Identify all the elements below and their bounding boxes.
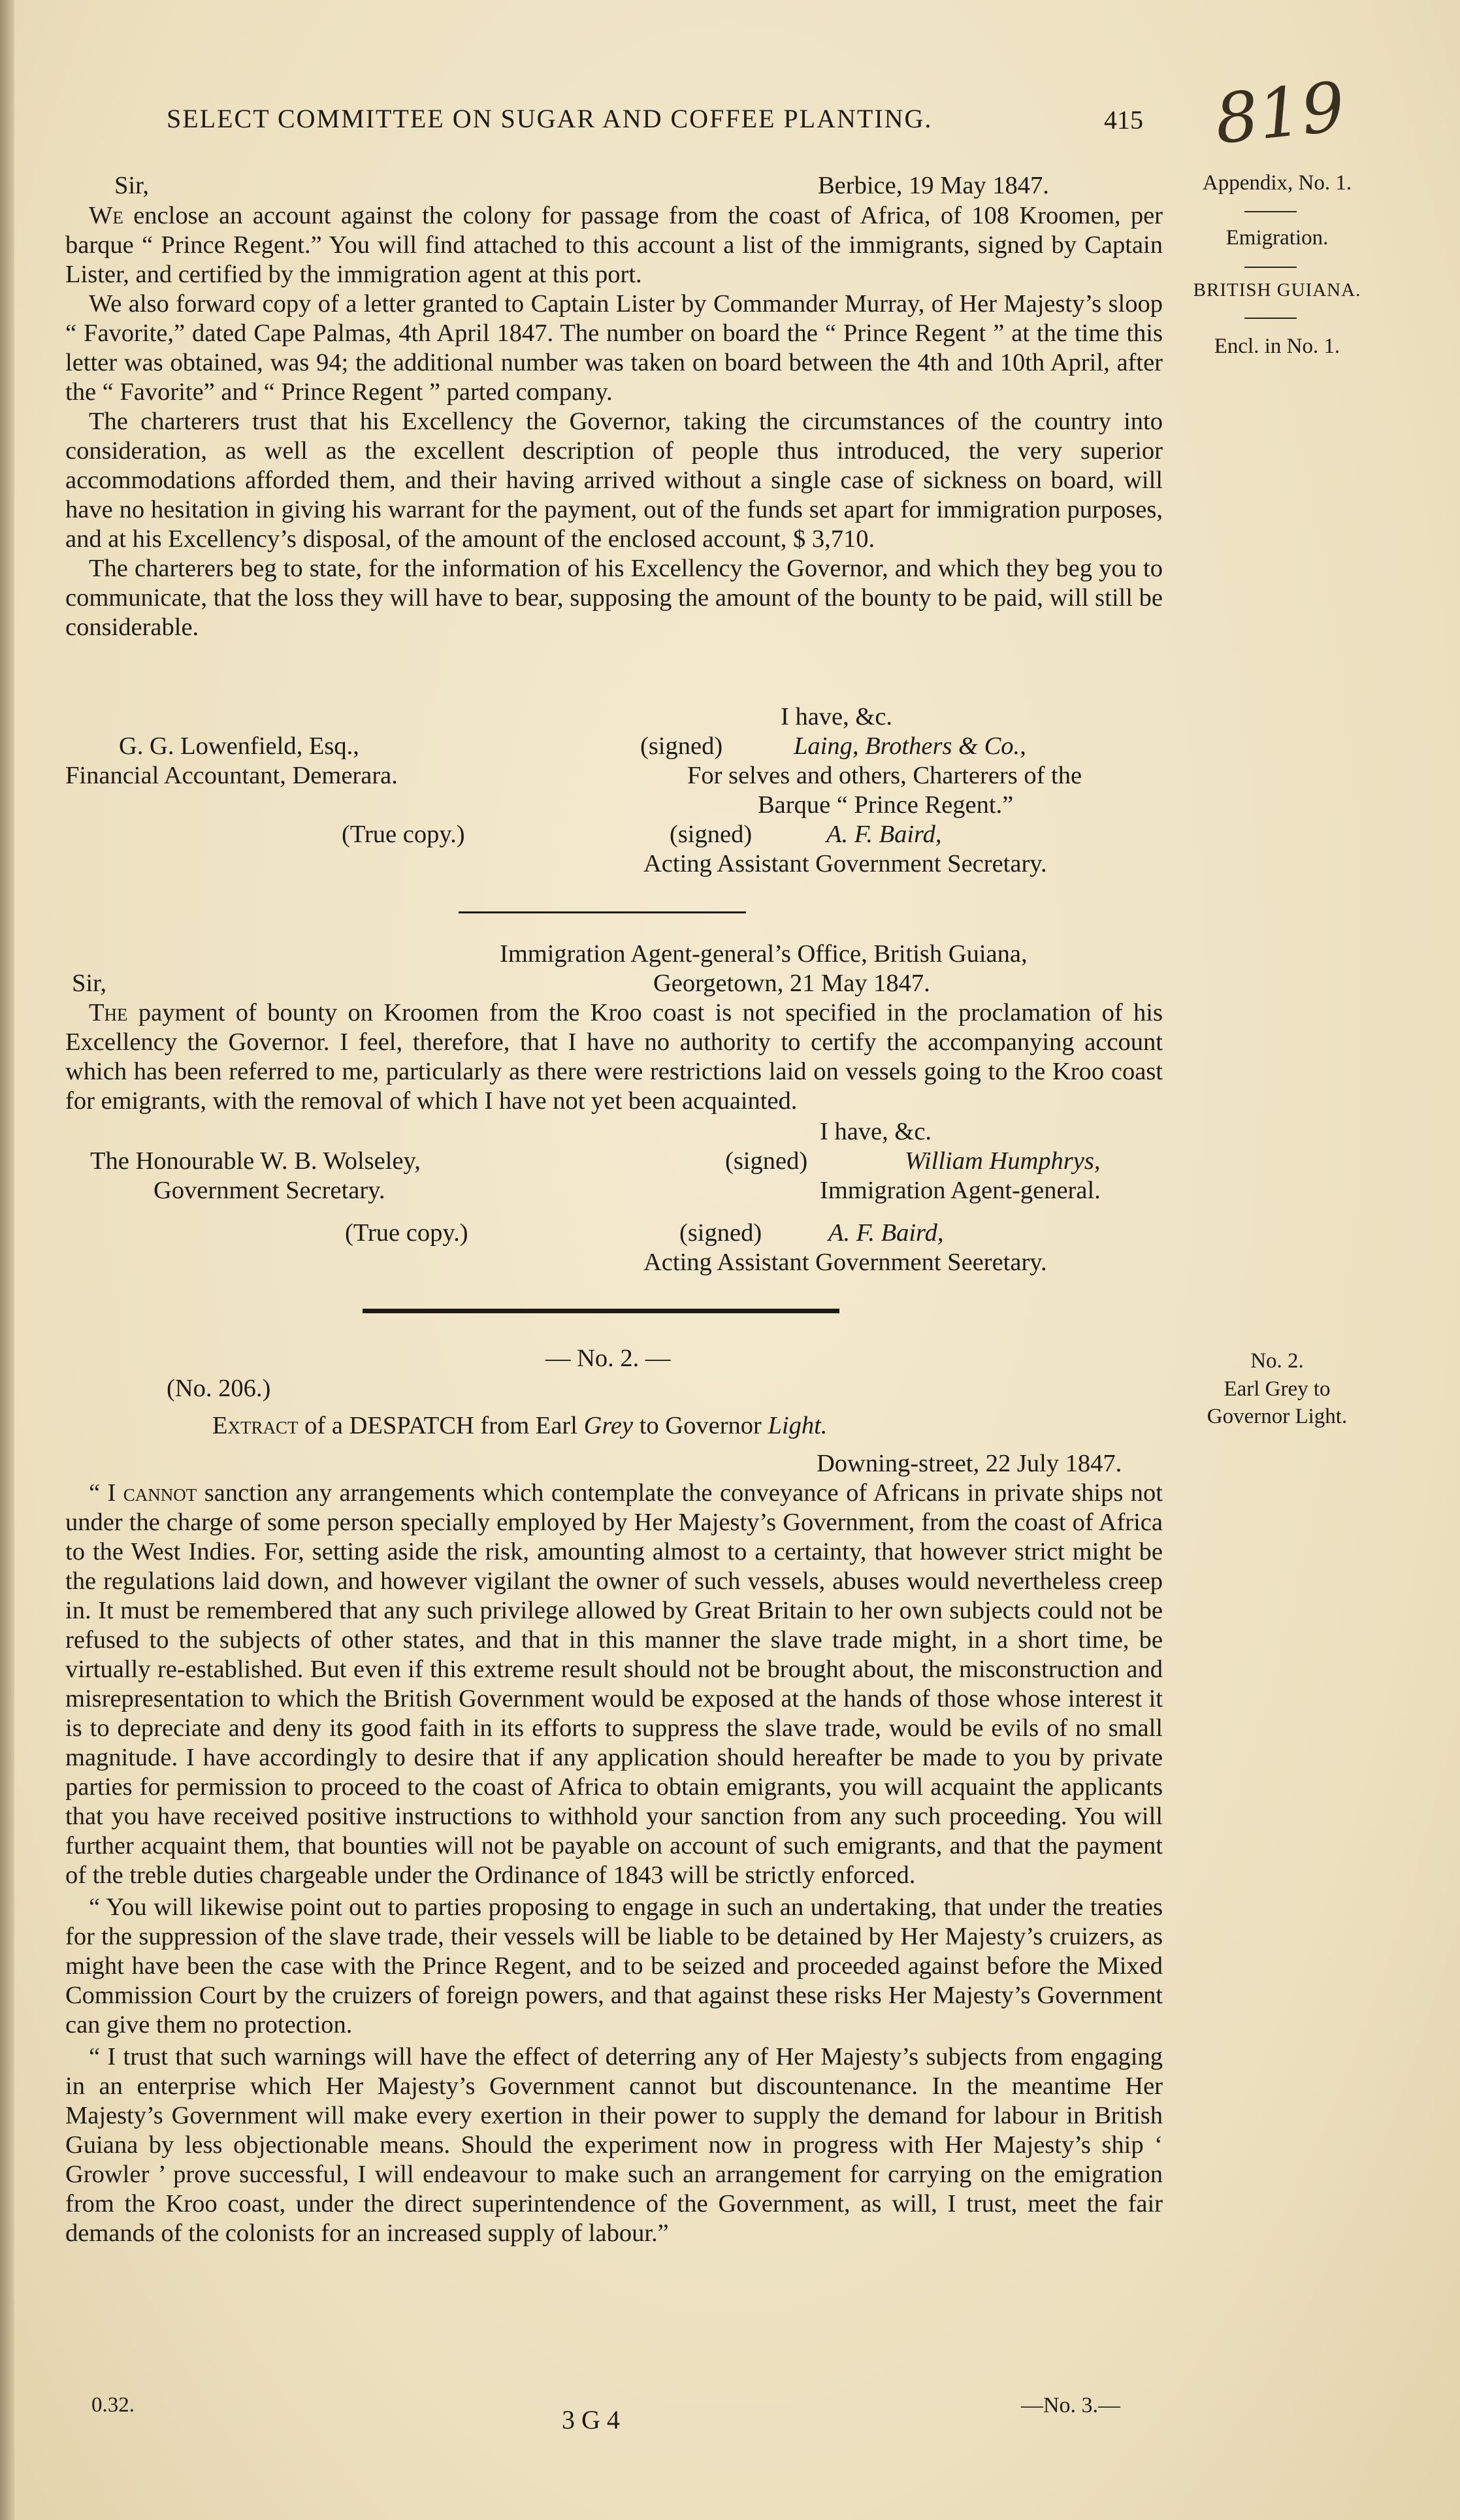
- letter1-copy-signed: (signed): [670, 821, 753, 848]
- letter1-paragraph-3: The charterers trust that his Excellency the Governor, taking the circumstances of the country into consideration, as well as the excellent description of people thus introduced, the very superior accommodations afforded them, and their having arrived without a single case of sickness on board, will have no hesitation in giving his warrant for the payment, out of the funds set apart for immigration purposes, and at his Excellency’s disposal, of the amount of the enclosed account, $ 3,710.: [65, 408, 1163, 553]
- letter2-signed: (signed): [725, 1147, 808, 1175]
- letter2-addressee-1: The Honourable W. B. Wolseley,: [90, 1147, 421, 1175]
- despatch-paragraph-2: “ You will likewise point out to parties proposing to engage in such an undertaking, that under the treaties for the suppression of the slave trade, their vessels will be liable to be detained by Her Majesty’s cruizers, as might have been the case with the Prince Regent, and to be seized and proceeded against before the Mixed Commission Court by the cruizers of foreign powers, and that against these risks Her Majesty’s Government can give them no protection.: [65, 1893, 1163, 2038]
- letter1-addressee-2: Financial Accountant, Demerara.: [65, 762, 398, 789]
- despatch-paragraph-1: “ I cannot sanction any arrangements which contemplate the conveyance of Africans in private ships not under the charge of some person specially employed by Her Majesty’s Government, from the coast of Africa to the West Indies. For, setting aside the risk, amounting almost to a certainty, that however strict might be the regulations laid down, and however vigilant the owner of such vessels, abuses would nevertheless creep in. It must be remembered that any such privilege allowed by Great Britain to her own subjects could not be refused to the subjects of other states, and that in this manner the slave trade might, in a short time, be virtually re-established. But even if this extreme result should not be brought about, the misconstruction and misrepresentation to which the British Government would be exposed at the hands of those whose interest it is to depreciate and deny its good faith in its efforts to suppress the slave trade, would be evils of no small magnitude. I have accordingly to desire that if any application should hereafter be made to you by private parties for permission to proceed to the coast of Africa to obtain emigrants, you will acquaint the applicants that you have received positive instructions to withhold your sanction from any such proceeding. You will further acquaint them, that bounties will not be payable on account of such emigrants, and that the payment of the treble duties chargeable under the Ordinance of 1843 will be strictly enforced.: [65, 1479, 1163, 1889]
- heavy-section-divider: [363, 1309, 839, 1313]
- letter2-true-copy: (True copy.): [345, 1219, 468, 1247]
- letter1-signer-3: Barque “ Prince Regent.”: [758, 791, 1014, 819]
- section-divider: [459, 911, 746, 913]
- letter1-copy-signer: A. F. Baird,: [826, 821, 942, 848]
- page-number: 415: [1104, 105, 1143, 135]
- margin-no2-desc-2: Governor Light.: [1207, 1405, 1348, 1428]
- page-spine-shadow: [0, 0, 14, 2520]
- despatch-body: [65, 1479, 1163, 2248]
- letter2-signer: William Humphrys,: [905, 1147, 1101, 1175]
- footer-next-catchword: —No. 3.—: [1021, 2393, 1121, 2417]
- letter2-copy-signer: A. F. Baird,: [828, 1219, 944, 1247]
- letter1-place-date: Berbice, 19 May 1847.: [818, 172, 1049, 199]
- letter2-copy-signed: (signed): [679, 1219, 762, 1247]
- despatch-number: (No. 206.): [167, 1375, 271, 1402]
- margin-no2: No. 2.: [1250, 1349, 1304, 1373]
- letter2-addressee-2: Government Secretary.: [154, 1177, 385, 1204]
- letter2-body: [65, 998, 1163, 1116]
- letter2-salutation: Sir,: [72, 970, 107, 997]
- letter1-body: [65, 201, 1163, 642]
- letter1-salutation: Sir,: [114, 172, 150, 199]
- margin-emigration: Emigration.: [1225, 226, 1329, 250]
- despatch-title: Extract of a DESPATCH from Earl Grey to Governor Light.: [212, 1412, 828, 1439]
- letter1-paragraph-4: The charterers beg to state, for the information of his Excellency the Governor, and which they beg you to communicate, that the loss they will have to bear, supposing the amount of the bounty to be paid, will still be considerable.: [65, 555, 1163, 641]
- footer-left-mark: 0.32.: [91, 2393, 135, 2417]
- despatch-section-heading: — No. 2. —: [545, 1345, 671, 1372]
- letter2-closing: I have, &c.: [820, 1118, 932, 1145]
- margin-british-guiana: BRITISH GUIANA.: [1193, 280, 1361, 301]
- despatch-paragraph-3: “ I trust that such warnings will have the effect of deterring any of Her Majesty’s subjects from engaging in an enterprise which Her Majesty’s Government cannot but discountenance. In the meantime Her Majesty’s Government will make every exertion in their power to supply the demand for labour in British Guiana by less objectionable means. Should the experiment now in progress with Her Majesty’s ship ‘ Growler ’ prove successful, I will endeavour to make such an arrangement for carrying on the emigration from the Kroo coast, under the direct superintendence of the Government, as will, I trust, meet the fair demands of the colonists for an increased supply of labour.”: [65, 2043, 1163, 2247]
- letter1-closing: I have, &c.: [781, 703, 893, 730]
- letter2-office: Immigration Agent-general’s Office, British Guiana,: [500, 940, 1028, 968]
- letter2-place-date: Georgetown, 21 May 1847.: [653, 970, 930, 997]
- handwritten-folio-number: 819: [1211, 66, 1349, 160]
- letter1-signer: Laing, Brothers & Co.,: [794, 732, 1026, 760]
- letter1-true-copy: (True copy.): [342, 821, 465, 848]
- margin-rule: [1244, 318, 1297, 319]
- letter1-signed: (signed): [640, 732, 723, 760]
- letter2-paragraph-1: The payment of bounty on Kroomen from the Kroo coast is not specified in the proclamation of his Excellency the Governor. I feel, therefore, that I have no authority to certify the accompanying account which has been referred to me, particularly as there were restrictions laid on vessels going to the Kroo coast for emigrants, with the removal of which I have not yet been acquainted.: [65, 999, 1163, 1115]
- margin-appendix: Appendix, No. 1.: [1202, 171, 1352, 195]
- letter1-addressee-1: G. G. Lowenfield, Esq.,: [119, 732, 359, 760]
- letter1-signer-2: For selves and others, Charterers of the: [687, 762, 1082, 789]
- margin-enclosure: Encl. in No. 1.: [1214, 335, 1340, 358]
- letter1-paragraph-2: We also forward copy of a letter granted to Captain Lister by Commander Murray, of Her Majesty’s sloop “ Favorite,” dated Cape Palmas, 4th April 1847. The number on board the “ Prince Regent ” at the time this letter was obtained, was 94; the additional number was taken on board between the 4th and 10th April, after the “ Favorite” and “ Prince Regent ” parted company.: [65, 290, 1163, 406]
- margin-rule: [1244, 211, 1297, 212]
- despatch-place-date: Downing-street, 22 July 1847.: [817, 1450, 1122, 1477]
- running-title: SELECT COMMITTEE ON SUGAR AND COFFEE PLANTING.: [167, 104, 933, 133]
- letter2-signer-title: Immigration Agent-general.: [820, 1177, 1101, 1204]
- margin-rule: [1244, 267, 1297, 268]
- letter1-paragraph-1: We enclose an account against the colony for passage from the coast of Africa, of 108 Kroomen, per barque “ Prince Regent.” You will find attached to this account a list of the immigrants, signed by Captain Lister, and certified by the immigration agent at this port.: [65, 202, 1163, 288]
- letter2-copy-title: Acting Assistant Government Seeretary.: [643, 1249, 1047, 1276]
- letter1-copy-title: Acting Assistant Government Secretary.: [643, 850, 1047, 877]
- footer-signature-mark: 3 G 4: [562, 2405, 620, 2434]
- margin-no2-desc-1: Earl Grey to: [1224, 1377, 1331, 1401]
